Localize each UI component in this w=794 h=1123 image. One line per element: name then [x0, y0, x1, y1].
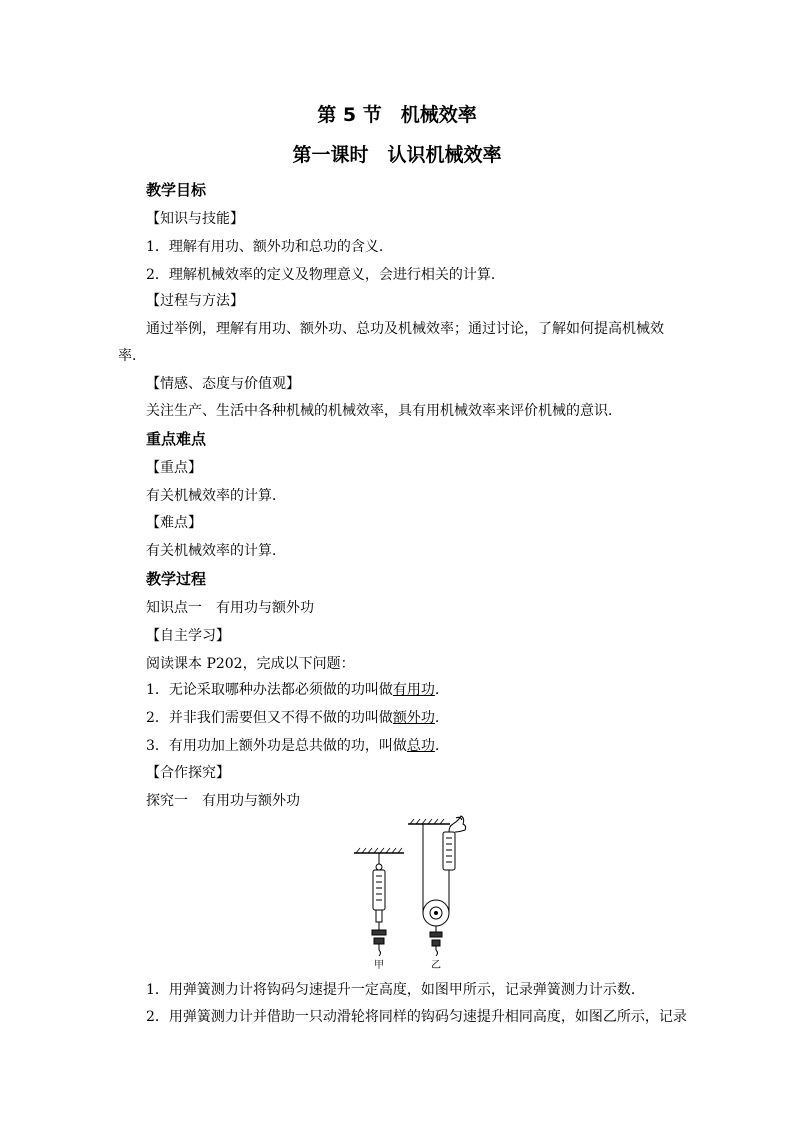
- question-3-text: 3．有用功加上额外功是总共做的功，叫做: [146, 738, 407, 754]
- self-study-label: 【自主学习】: [146, 628, 230, 644]
- cooperative-inquiry-label: 【合作探究】: [146, 765, 230, 781]
- key-text: 有关机械效率的计算．: [146, 488, 286, 504]
- knowledge-point-1: 知识点一 有用功与额外功: [146, 600, 314, 616]
- difficult-text: 有关机械效率的计算．: [146, 543, 286, 559]
- figure-label-b: 乙: [431, 960, 441, 971]
- question-3: [146, 736, 439, 756]
- knowledge-skills-label: 【知识与技能】: [146, 211, 244, 227]
- question-2-answer: 额外功: [392, 710, 435, 726]
- question-3-answer: 总功: [406, 738, 435, 754]
- lesson-title: 第一课时 认识机械效率: [292, 144, 502, 166]
- process-method-label: 【过程与方法】: [146, 293, 244, 309]
- figure-b-movable-pulley: [408, 816, 466, 956]
- question-2-text: 2．并非我们需要但又不得不做的功叫做: [146, 710, 393, 726]
- knowledge-item-1: 1．理解有用功、额外功和总功的含义．: [146, 239, 393, 255]
- emotion-attitude-text: 关注生产、生活中各种机械的机械效率，具有用机械效率来评价机械的意识．: [146, 403, 622, 419]
- process-method-text-line2: 率．: [118, 348, 146, 364]
- difficult-label: 【难点】: [146, 515, 202, 531]
- step-2: 2．用弹簧测力计并借助一只动滑轮将同样的钩码匀速提升相同高度，如图乙所示，记录: [146, 1009, 687, 1025]
- question-2: [146, 708, 439, 728]
- question-1: [146, 680, 439, 700]
- inquiry-1-title: 探究一 有用功与额外功: [146, 793, 300, 809]
- experiment-figure: [350, 812, 480, 977]
- reading-instruction: 阅读课本 P202，完成以下问题：: [146, 656, 355, 672]
- question-2-end: .: [434, 710, 440, 726]
- question-1-end: .: [434, 682, 440, 698]
- teaching-process-heading: 教学过程: [146, 570, 207, 588]
- question-3-end: .: [434, 738, 440, 754]
- question-1-answer: 有用功: [392, 682, 435, 698]
- process-method-text-line1: 通过举例，理解有用功、额外功、总功及机械效率；通过讨论，了解如何提高机械效: [146, 321, 664, 337]
- step-1: 1．用弹簧测力计将钩码匀速提升一定高度，如图甲所示，记录弹簧测力计示数．: [146, 982, 645, 998]
- figure-a-spring-scale: [354, 848, 404, 956]
- teaching-goals-heading: 教学目标: [146, 181, 207, 199]
- figure-label-a: 甲: [374, 960, 384, 971]
- section-title: 第 5 节 机械效率: [317, 104, 477, 126]
- emotion-attitude-label: 【情感、态度与价值观】: [146, 376, 300, 392]
- key-points-heading: 重点难点: [146, 430, 207, 448]
- key-label: 【重点】: [146, 460, 202, 476]
- question-1-text: 1．无论采取哪种办法都必须做的功叫做: [146, 682, 393, 698]
- knowledge-item-2: 2．理解机械效率的定义及物理意义，会进行相关的计算．: [146, 267, 505, 283]
